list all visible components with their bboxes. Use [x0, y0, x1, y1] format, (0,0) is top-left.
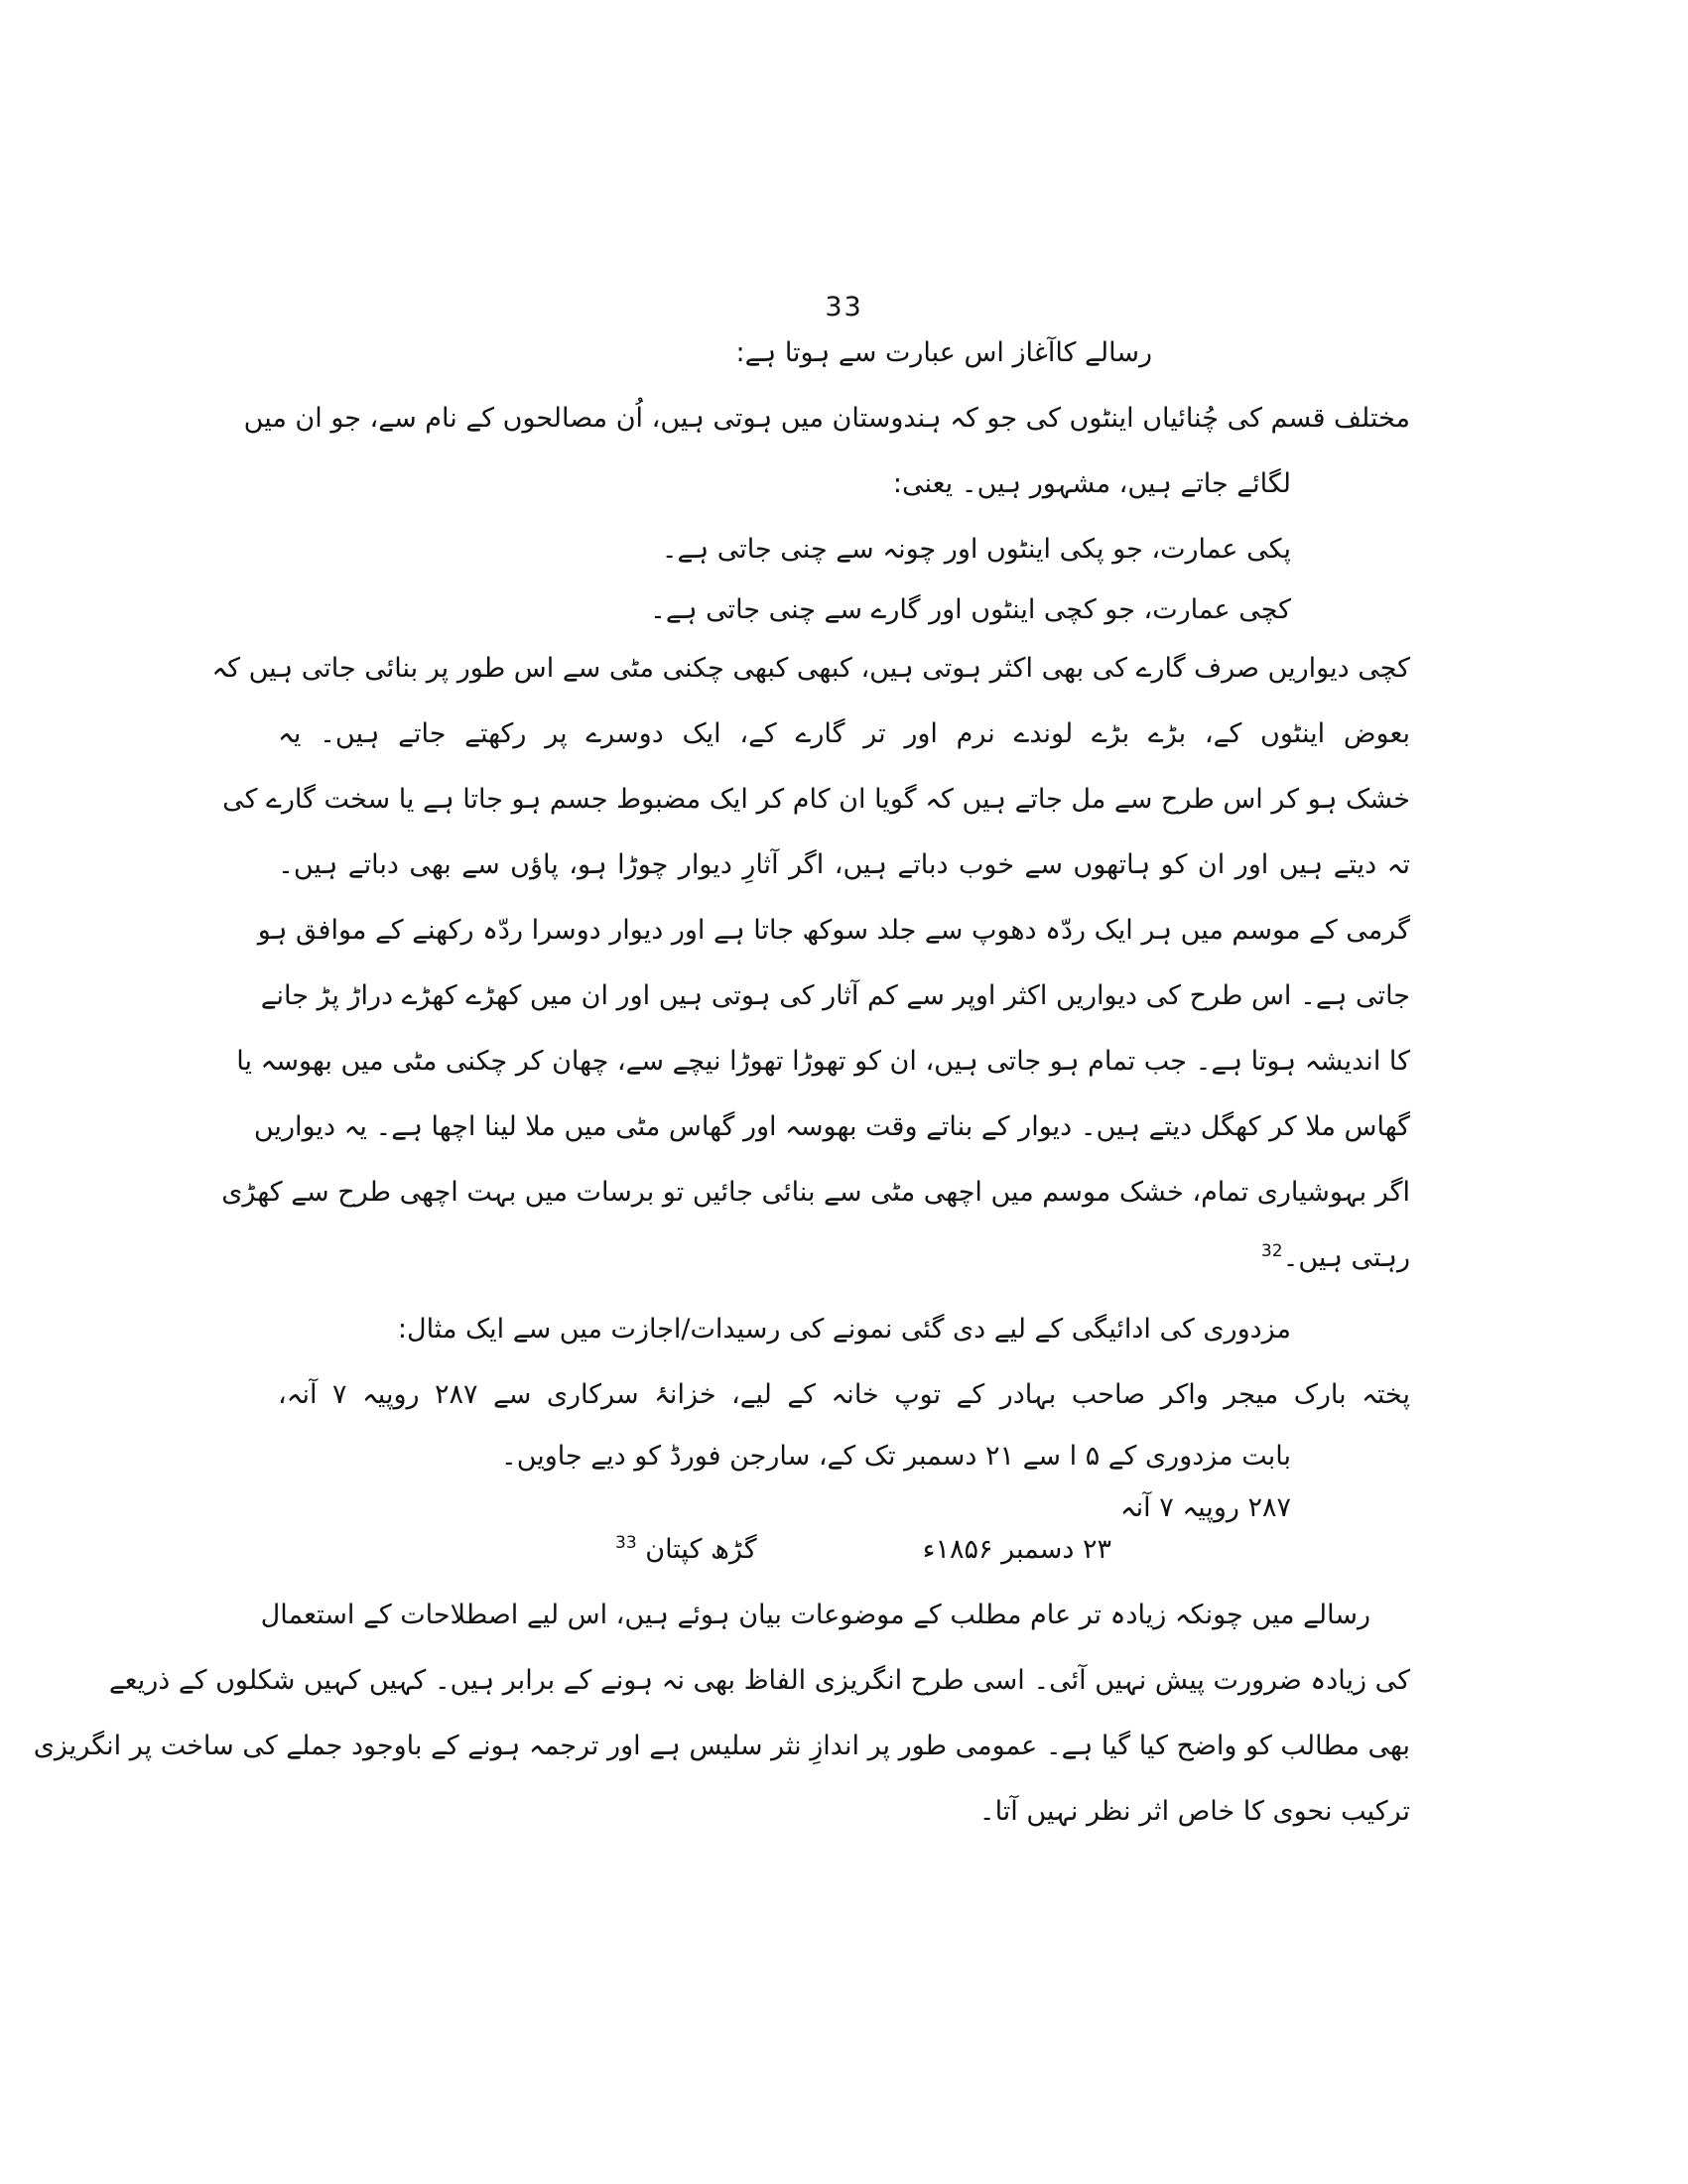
quote-line: لگائے جاتے ہیں، مشہور ہیں۔ یعنی:: [892, 468, 1291, 499]
footnote-marker: 33: [615, 1533, 637, 1553]
receipt-signature-row: [595, 1530, 1111, 1570]
receipt-line: پختہ بارک میجر واکر صاحب بہادر کے توپ خانہ کے لیے، خزانۂ سرکاری سے ۲۸۷ روپیہ ۷ آنہ،: [278, 1379, 1411, 1410]
receipt-line: بابت مزدوری کے ۵ ا سے ۲۱ دسمبر تک کے، سارجن فورڈ کو دیے جاویں۔: [500, 1441, 1291, 1472]
receipt-date: ۲۳ دسمبر ۱۸۵۶ء: [922, 1534, 1111, 1565]
closing-line: کی زیادہ ضرورت پیش نہیں آئی۔ اسی طرح انگریزی الفاظ بھی نہ ہونے کے برابر ہیں۔ کہیں کہیں شکلوں کے ذریعے: [108, 1665, 1410, 1696]
closing-line: بھی مطالب کو واضح کیا گیا ہے۔ عمومی طور پر اندازِ نثر سلیس ہے اور ترجمہ ہونے کے باوجود جملے کی ساخت پر انگریزی: [33, 1731, 1410, 1761]
quote-body-line: تہ دیتے ہیں اور ان کو ہاتھوں سے خوب دباتے ہیں، اگر آثارِ دیوار چوڑا ہو، پاؤں سے بھی دباتے ہیں۔: [278, 849, 1410, 880]
quote-last-line: [278, 1234, 1410, 1282]
receipt-signature-text: گڑھ کپتان: [645, 1534, 757, 1565]
receipt-heading: مزدوری کی ادائیگی کے لیے دی گئی نمونے کی رسیدات/اجازت میں سے ایک مثال:: [397, 1314, 1291, 1345]
footnote-marker: 32: [1260, 1241, 1283, 1261]
quote-body-line: کا اندیشہ ہوتا ہے۔ جب تمام ہو جاتی ہیں، ان کو تھوڑا تھوڑا نیچے سے، چھان کر چکنی مٹی میں بھوسہ یا: [236, 1046, 1410, 1077]
receipt-signature: [615, 1530, 757, 1570]
list-item: کچی عمارت، جو کچی اینٹوں اور گارے سے چنی جاتی ہے۔: [650, 594, 1291, 625]
quote-body-line: خشک ہو کر اس طرح سے مل جاتے ہیں کہ گویا ان کام کر ایک مضبوط جسم ہو جاتا ہے یا سخت گارے کی: [222, 784, 1410, 815]
quote-body-line: بعوض اینٹوں کے، بڑے بڑے لوندے نرم اور تر گارے کے، ایک دوسرے پر رکھتے جاتے ہیں۔ یہ: [278, 718, 1410, 749]
quote-body-line: کچی دیواریں صرف گارے کی بھی اکثر ہوتی ہیں، کبھی کبھی چکنی مٹی سے اس طور پر بنائی جاتی ہیں کہ: [211, 653, 1410, 684]
quote-line: مختلف قسم کی چُنائیاں اینٹوں کی جو کہ ہندوستان میں ہوتی ہیں، اُن مصالحوں کے نام سے، جو ان میں: [243, 403, 1410, 434]
list-item: پکی عمارت، جو پکی اینٹوں اور چونہ سے چنی جاتی ہے۔: [661, 534, 1291, 565]
quote-body-line: گھاس ملا کر کھگل دیتے ہیں۔ دیوار کے بناتے وقت بھوسہ اور گھاس مٹی میں ملا لینا اچھا ہے۔ یہ دیواریں: [253, 1111, 1410, 1142]
quote-body-line: اگر بہوشیاری تمام، خشک موسم میں اچھی مٹی سے بنائی جائیں تو برسات میں بہت اچھی طرح سے کھڑی: [221, 1177, 1410, 1208]
intro-line: رسالے کاآغاز اس عبارت سے ہوتا ہے:: [735, 337, 1152, 368]
closing-last-line: ترکیب نحوی کا خاص اثر نظر نہیں آتا۔: [978, 1796, 1410, 1827]
quote-body-line: جاتی ہے۔ اس طرح کی دیواریں اکثر اوپر سے کم آثار کی ہوتی ہیں اور ان میں کھڑے کھڑے دراڑ پڑ جانے: [260, 980, 1410, 1011]
page-number: 33: [825, 292, 863, 322]
quote-last-text: رہتی ہیں۔: [1282, 1242, 1410, 1273]
receipt-amount: ۲۸۷ روپیہ ۷ آنہ: [1119, 1492, 1291, 1523]
quote-body-line: گرمی کے موسم میں ہر ایک ردّہ دھوپ سے جلد سوکھ جاتا ہے اور دیوار دوسرا ردّہ رکھنے کے موافق ہو: [257, 915, 1410, 946]
closing-line: رسالے میں چونکہ زیادہ تر عام مطلب کے موضوعات بیان ہوئے ہیں، اس لیے اصطلاحات کے استعمال: [260, 1600, 1370, 1630]
